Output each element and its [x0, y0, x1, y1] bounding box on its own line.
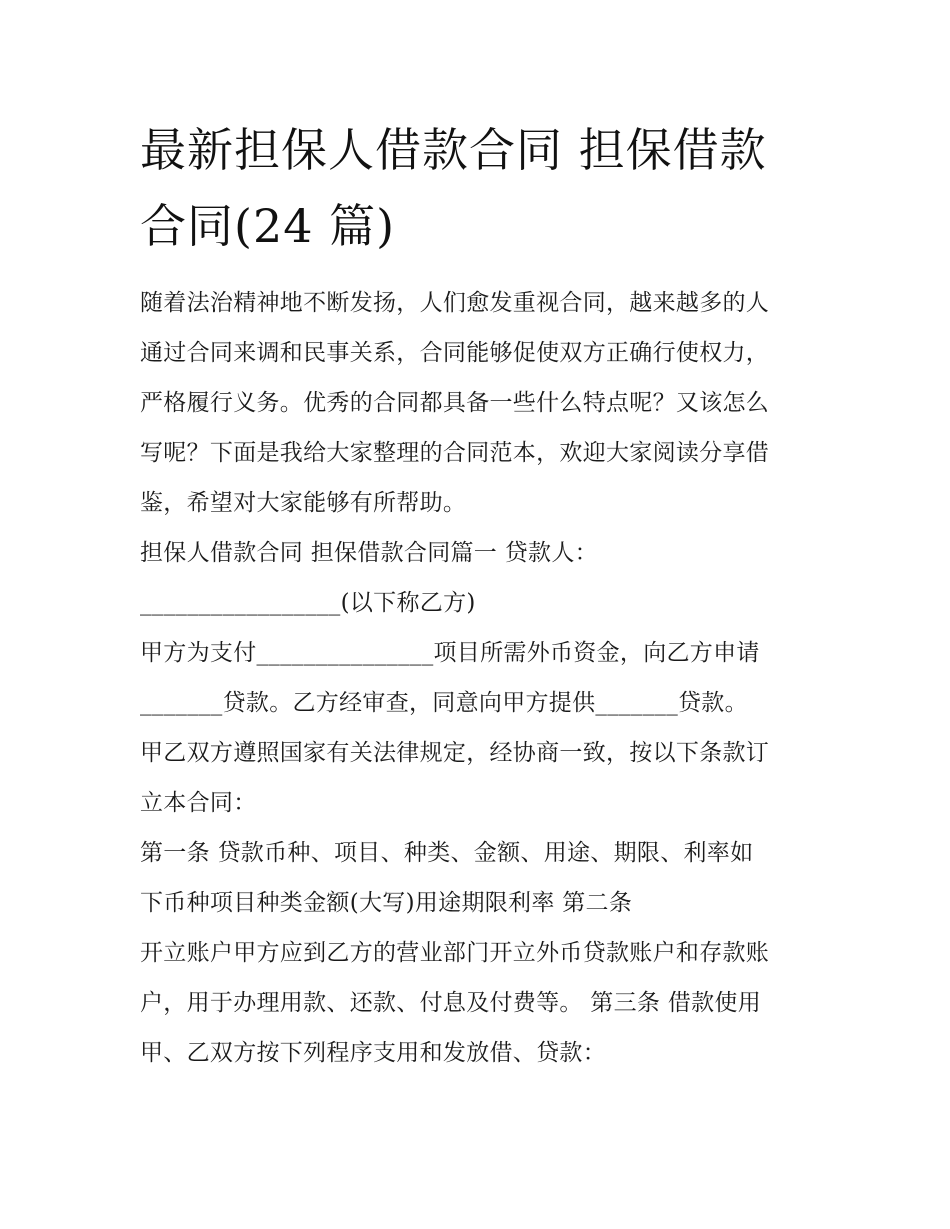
body-line: 第一条 贷款币种、项目、种类、金额、用途、期限、利率如 — [140, 840, 754, 866]
body-line: 鉴，希望对大家能够有所帮助。 — [140, 490, 467, 516]
body-line: _________________(以下称乙方) — [140, 590, 476, 616]
body-line: _______贷款。乙方经审查，同意向甲方提供_______贷款。 — [140, 690, 748, 716]
body-line: 写呢？下面是我给大家整理的合同范本，欢迎大家阅读分享借 — [140, 440, 770, 466]
title-line: 最新担保人借款合同 担保借款 — [140, 123, 767, 177]
body-line: 随着法治精神地不断发扬，人们愈发重视合同，越来越多的人 — [140, 290, 770, 316]
body-line: 开立账户甲方应到乙方的营业部门开立外币贷款账户和存款账 — [140, 940, 770, 966]
body-line: 甲、乙双方按下列程序支用和发放借、贷款： — [140, 1040, 606, 1066]
body-line: 立本合同： — [140, 790, 257, 816]
document-title — [140, 112, 820, 264]
title-line: 合同(24 篇) — [140, 199, 396, 253]
body-line: 通过合同来调和民事关系，合同能够促使双方正确行使权力， — [140, 340, 770, 366]
body-line: 甲乙双方遵照国家有关法律规定，经协商一致，按以下条款订 — [140, 740, 770, 766]
document-body — [140, 278, 830, 1078]
body-line: 严格履行义务。优秀的合同都具备一些什么特点呢？又该怎么 — [140, 390, 770, 416]
body-line: 甲方为支付_______________项目所需外币资金，向乙方申请 — [140, 640, 760, 666]
body-line: 担保人借款合同 担保借款合同篇一 贷款人： — [140, 540, 598, 566]
body-line: 户，用于办理用款、还款、付息及付费等。 第三条 借款使用 — [140, 990, 762, 1016]
body-line: 下币种项目种类金额(大写)用途期限利率 第二条 — [140, 890, 633, 916]
